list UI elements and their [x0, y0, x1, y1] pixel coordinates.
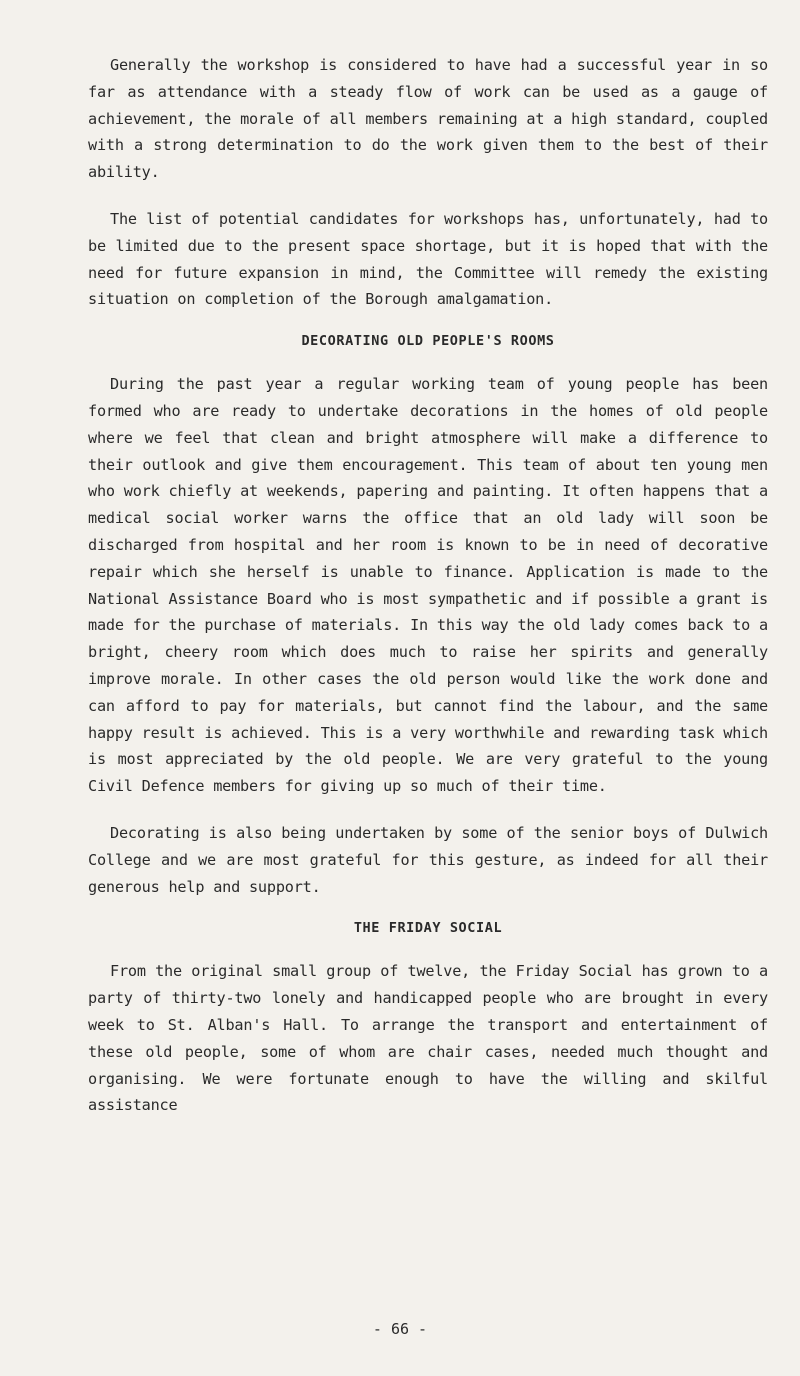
- paragraph-workshop-success: Generally the workshop is considered to have had a successful year in so far as attendance with a steady flow of work can be used as a gauge of achievement, the morale of all members remaining at a high standard, coupled with a strong determination to do the work given them to the best of their ability.: [88, 56, 768, 182]
- paragraph-dulwich-college: Decorating is also being undertaken by some of the senior boys of Dulwich College and we are most grateful for this gesture, as indeed for all their generous help and support.: [88, 823, 768, 896]
- paragraph-friday-social: From the original small group of twelve, the Friday Social has grown to a party of thirty-two lonely and handicapped people who are brought in every week to St. Alban's Hall. To arrange the transport and entertainment of these old people, some of whom are chair cases, needed much thought and organising. We were fortunate enough to have the willing and skilful assistance: [88, 962, 768, 1115]
- document-page: [88, 52, 768, 1139]
- paragraph-decorating-team: During the past year a regular working team of young people has been formed who are ready to undertake decorations in the homes of old people where we feel that clean and bright atmosphere will make a difference to their outlook and give them encouragement. This team of about ten young men who work chiefly at weekends, papering and painting. It often happens that a medical social worker warns the office that an old lady will soon be discharged from hospital and her room is known to be in need of decorative repair which she herself is unable to finance. Application is made to the National Assistance Board who is most sympathetic and if possible a grant is made for the purchase of materials. In this way the old lady comes back to a bright, cheery room which does much to raise her spirits and generally improve morale. In other cases the old person would like the work done and can afford to pay for materials, but cannot find the labour, and the same happy result is achieved. This is a very worthwhile and rewarding task which is most appreciated by the old people. We are very grateful to the young Civil Defence members for giving up so much of their time.: [88, 375, 768, 796]
- section-heading-decorating: DECORATING OLD PEOPLE'S ROOMS: [301, 333, 555, 350]
- section-heading-friday-social: THE FRIDAY SOCIAL: [353, 920, 503, 937]
- page-number: - 66 -: [372, 1320, 428, 1338]
- paragraph-workshop-candidates: The list of potential candidates for workshops has, unfortunately, had to be limited due to the present space shortage, but it is hoped that with the need for future expansion in mind, the Committee will remedy the existing situation on completion of the Borough amalgamation.: [88, 209, 768, 309]
